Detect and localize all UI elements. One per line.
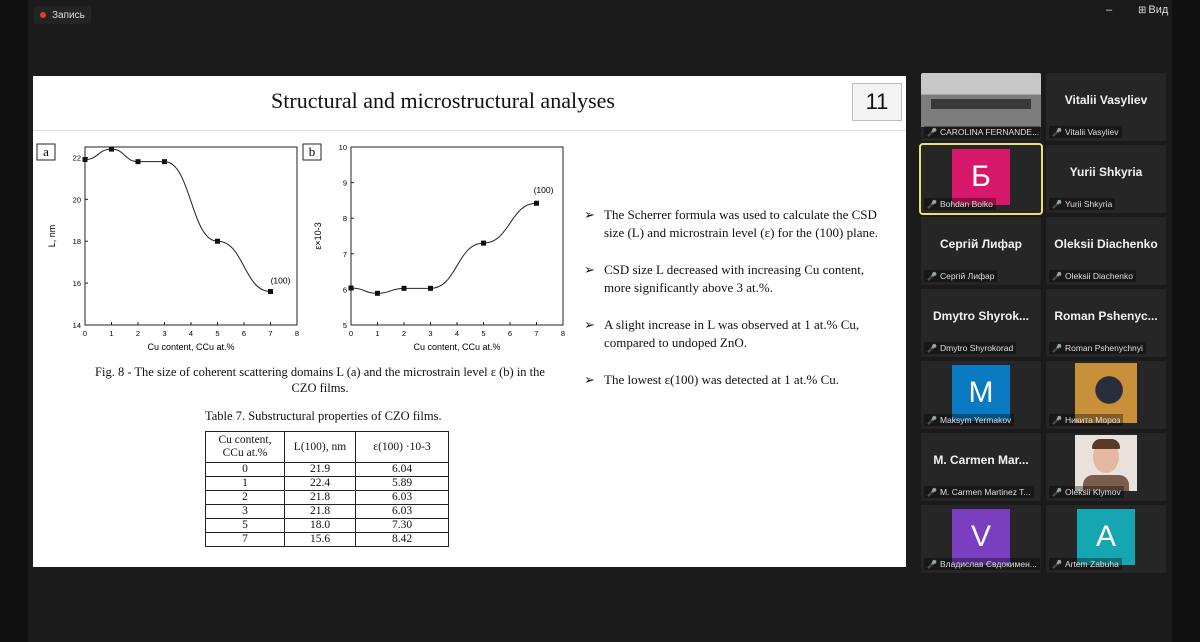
chart-b: [301, 142, 573, 362]
bullet-text: The Scherrer formula was used to calculate the CSD size (L) and microstrain level (ε) for the (100) plane.: [604, 207, 879, 240]
participant-name-bar: [924, 486, 1034, 498]
x-tick-label: 0: [82, 329, 88, 338]
participant-display-name: Vitalii Vasyliev: [1064, 93, 1148, 107]
arrow-icon: ➢: [584, 207, 595, 222]
participant-name-bar: [924, 414, 1014, 426]
mic-muted-icon: 🎤: [927, 343, 937, 353]
y-tick-label: 7: [342, 249, 347, 259]
data-point: [268, 289, 273, 294]
participant-tile[interactable]: [1046, 433, 1166, 501]
minimize-button[interactable]: –: [1106, 4, 1113, 16]
bullet-text: The lowest ε(100) was detected at 1 at.% Cu.: [604, 372, 840, 387]
x-tick-label: 8: [560, 329, 566, 338]
table-cell: 21.8: [285, 491, 356, 505]
x-tick-label: 5: [481, 329, 486, 338]
header-l100: L(100), nm: [285, 432, 356, 463]
mic-muted-icon: 🎤: [927, 487, 937, 497]
participant-tile[interactable]: [1046, 73, 1166, 141]
participant-display-name: Dmytro Shyrok...: [932, 309, 1030, 323]
panel-label: a: [43, 144, 49, 159]
slide-title: Structural and microstructural analyses: [271, 88, 615, 113]
table-cell: 6.03: [356, 491, 449, 505]
table-row: [206, 477, 449, 491]
participant-photo: [1075, 435, 1137, 491]
data-point: [215, 239, 220, 244]
bullet-text: A slight increase in L was observed at 1 at.% Cu, compared to undoped ZnO.: [604, 317, 860, 350]
x-tick-label: 8: [294, 329, 300, 338]
x-tick-label: 7: [268, 329, 273, 338]
bullet-item: [584, 371, 889, 389]
x-tick-label: 4: [188, 329, 194, 338]
data-point: [162, 159, 167, 164]
x-tick-label: 7: [534, 329, 539, 338]
data-point: [481, 241, 486, 246]
mic-muted-icon: 🎤: [1052, 559, 1062, 569]
mic-muted-icon: 🎤: [1052, 199, 1062, 209]
table-cell: 2: [206, 491, 285, 505]
participant-tile[interactable]: [1046, 145, 1166, 213]
figure-caption-line-1: Fig. 8 - The size of coherent scattering domains L (a) and the microstrain level ε (b) in the: [95, 365, 545, 379]
mic-muted-icon: 🎤: [927, 199, 937, 209]
series-annotation: (100): [270, 275, 291, 286]
series-annotation: (100): [533, 185, 554, 196]
x-tick-label: 3: [162, 329, 167, 338]
table-cell: 7: [206, 533, 285, 547]
data-point: [136, 159, 141, 164]
participant-name: M. Carmen Martinez T...: [939, 487, 1031, 497]
participant-avatar: Б: [952, 149, 1010, 205]
table-cell: 3: [206, 505, 285, 519]
table-row: [206, 533, 449, 547]
participant-name-bar: [1049, 486, 1124, 498]
header-epsilon: ε(100) ·10-3: [356, 432, 449, 463]
participant-name: Maksym Yermakov: [939, 415, 1012, 425]
participant-name-bar: [1049, 342, 1146, 354]
participant-name-bar: [1049, 558, 1122, 570]
participant-display-name: Roman Pshenyc...: [1054, 309, 1158, 323]
participant-tile[interactable]: [1046, 361, 1166, 429]
data-point: [375, 291, 380, 296]
participant-name: Oleksii Klymov: [1064, 487, 1121, 497]
title-divider: [33, 130, 906, 131]
participant-name-bar: [1049, 126, 1122, 138]
data-point: [428, 286, 433, 291]
mic-muted-icon: 🎤: [1052, 271, 1062, 281]
x-tick-label: 5: [215, 329, 220, 338]
x-tick-label: 2: [135, 329, 141, 338]
x-tick-label: 6: [507, 329, 513, 338]
table-cell: 7.30: [356, 519, 449, 533]
view-label: Вид: [1148, 4, 1169, 16]
table-cell: 18.0: [285, 519, 356, 533]
mic-muted-icon: 🎤: [927, 415, 937, 425]
participant-name-bar: [924, 270, 997, 282]
participant-name: Bohdan Boiko: [939, 199, 993, 209]
mic-muted-icon: 🎤: [1052, 343, 1062, 353]
participant-tile[interactable]: [921, 289, 1041, 357]
participant-name: Artem Zabuha: [1064, 559, 1119, 569]
table-caption: Table 7. Substructural properties of CZO films.: [205, 409, 442, 423]
participant-avatar: V: [952, 509, 1010, 565]
participant-name-bar: [924, 558, 1040, 570]
table-cell: 1: [206, 477, 285, 491]
panel-label: b: [308, 144, 316, 159]
data-point: [402, 286, 407, 291]
table-row: [206, 505, 449, 519]
y-tick-label: 6: [342, 285, 347, 295]
data-point: [534, 201, 539, 206]
header-cu-content: Cu content, CCu at.%: [206, 432, 285, 463]
shared-slide: [33, 76, 906, 567]
participant-tile[interactable]: [921, 505, 1041, 573]
participant-name-bar: [924, 126, 1040, 138]
y-tick-label: 20: [72, 195, 81, 205]
arrow-icon: ➢: [584, 262, 595, 277]
participant-video: [921, 73, 1041, 127]
participant-name: Dmytro Shyrokorad: [939, 343, 1014, 353]
properties-table: [205, 431, 449, 547]
chart-a: [35, 142, 307, 362]
participant-name-bar: [924, 198, 996, 210]
participant-tile[interactable]: [1046, 505, 1166, 573]
table-cell: 15.6: [285, 533, 356, 547]
table-cell: 22.4: [285, 477, 356, 491]
table-row: [206, 463, 449, 477]
participant-name: CAROLINA FERNANDE...: [939, 127, 1040, 137]
table-cell: 21.9: [285, 463, 356, 477]
x-tick-label: 4: [454, 329, 460, 338]
table-cell: 6.03: [356, 505, 449, 519]
y-axis-label: L, nm: [47, 224, 57, 248]
y-tick-label: 22: [72, 153, 81, 163]
participant-name-bar: [924, 342, 1016, 354]
participant-display-name: Yurii Shkyria: [1069, 165, 1143, 179]
bullet-text: CSD size L decreased with increasing Cu content, more significantly above 3 at.%.: [604, 262, 865, 295]
x-tick-label: 3: [428, 329, 433, 338]
participant-name: Владислав Євдокимен...: [939, 559, 1037, 569]
participant-tile[interactable]: [1046, 217, 1166, 285]
mic-muted-icon: 🎤: [927, 271, 937, 281]
y-tick-label: 16: [72, 279, 81, 289]
participant-name: Vitalii Vasyliev: [1064, 127, 1119, 137]
table-cell: 0: [206, 463, 285, 477]
participant-name: Сергій Лифар: [939, 271, 995, 281]
mic-muted-icon: 🎤: [927, 559, 937, 569]
mic-muted-icon: 🎤: [1052, 127, 1062, 137]
x-axis-label: Cu content, CCu at.%: [413, 342, 501, 352]
y-tick-label: 14: [72, 321, 81, 330]
data-point: [349, 285, 354, 290]
y-tick-label: 10: [338, 143, 347, 152]
figure-caption-line-2: CZO films.: [291, 381, 349, 395]
table-cell: 6.04: [356, 463, 449, 477]
participant-name: Yurii Shkyria: [1064, 199, 1113, 209]
record-dot-icon: [40, 12, 46, 18]
y-axis-label: ε×10-3: [313, 222, 323, 250]
participant-tile[interactable]: [921, 217, 1041, 285]
grid-icon: ⊞: [1138, 4, 1147, 16]
participant-name-bar: [1049, 270, 1136, 282]
table-cell: 8.42: [356, 533, 449, 547]
table-row: [206, 519, 449, 533]
y-tick-label: 5: [342, 321, 347, 330]
recording-label: Запись: [52, 9, 85, 21]
table-cell: 5.89: [356, 477, 449, 491]
arrow-icon: ➢: [584, 317, 595, 332]
recording-indicator[interactable]: [34, 6, 91, 24]
mic-muted-icon: 🎤: [927, 127, 937, 137]
x-tick-label: 1: [109, 329, 114, 338]
y-tick-label: 18: [72, 237, 81, 247]
mic-muted-icon: 🎤: [1052, 415, 1062, 425]
x-tick-label: 0: [348, 329, 354, 338]
x-axis-label: Cu content, CCu at.%: [147, 342, 235, 352]
bullet-list: [584, 206, 889, 408]
participant-name: Roman Pshenychnyi: [1064, 343, 1143, 353]
data-point: [83, 157, 88, 162]
figure-caption: [75, 364, 565, 396]
participant-tile[interactable]: [921, 73, 1041, 141]
table-cell: 5: [206, 519, 285, 533]
participant-display-name: Сергій Лифар: [939, 237, 1022, 251]
bullet-item: [584, 316, 889, 352]
plot-frame: [85, 147, 297, 325]
series-line: [85, 149, 271, 291]
data-point: [109, 147, 114, 152]
bullet-item: [584, 261, 889, 297]
series-line: [351, 203, 537, 293]
slide-number: 11: [852, 83, 902, 121]
table-cell: 21.8: [285, 505, 356, 519]
y-tick-label: 9: [342, 178, 347, 188]
participant-tile[interactable]: [921, 361, 1041, 429]
mic-muted-icon: 🎤: [1052, 487, 1062, 497]
x-tick-label: 2: [401, 329, 407, 338]
participant-tile[interactable]: [921, 433, 1041, 501]
participant-name-bar: [1049, 414, 1123, 426]
participant-display-name: Oleksii Diachenko: [1054, 237, 1158, 251]
participant-avatar: A: [1077, 509, 1135, 565]
participant-name: Oleksii Diachenko: [1064, 271, 1133, 281]
table-row: [206, 491, 449, 505]
participant-tile[interactable]: [921, 145, 1041, 213]
x-tick-label: 6: [241, 329, 247, 338]
participant-display-name: M. Carmen Mar...: [933, 453, 1029, 467]
x-tick-label: 1: [375, 329, 380, 338]
view-button[interactable]: [1138, 4, 1168, 16]
participant-tile[interactable]: [1046, 289, 1166, 357]
participant-name: Никита Мороз: [1064, 415, 1121, 425]
arrow-icon: ➢: [584, 372, 595, 387]
y-tick-label: 8: [342, 214, 347, 224]
participant-avatar: M: [952, 365, 1010, 421]
participant-name-bar: [1049, 198, 1115, 210]
bullet-item: [584, 206, 889, 242]
plot-frame: [351, 147, 563, 325]
